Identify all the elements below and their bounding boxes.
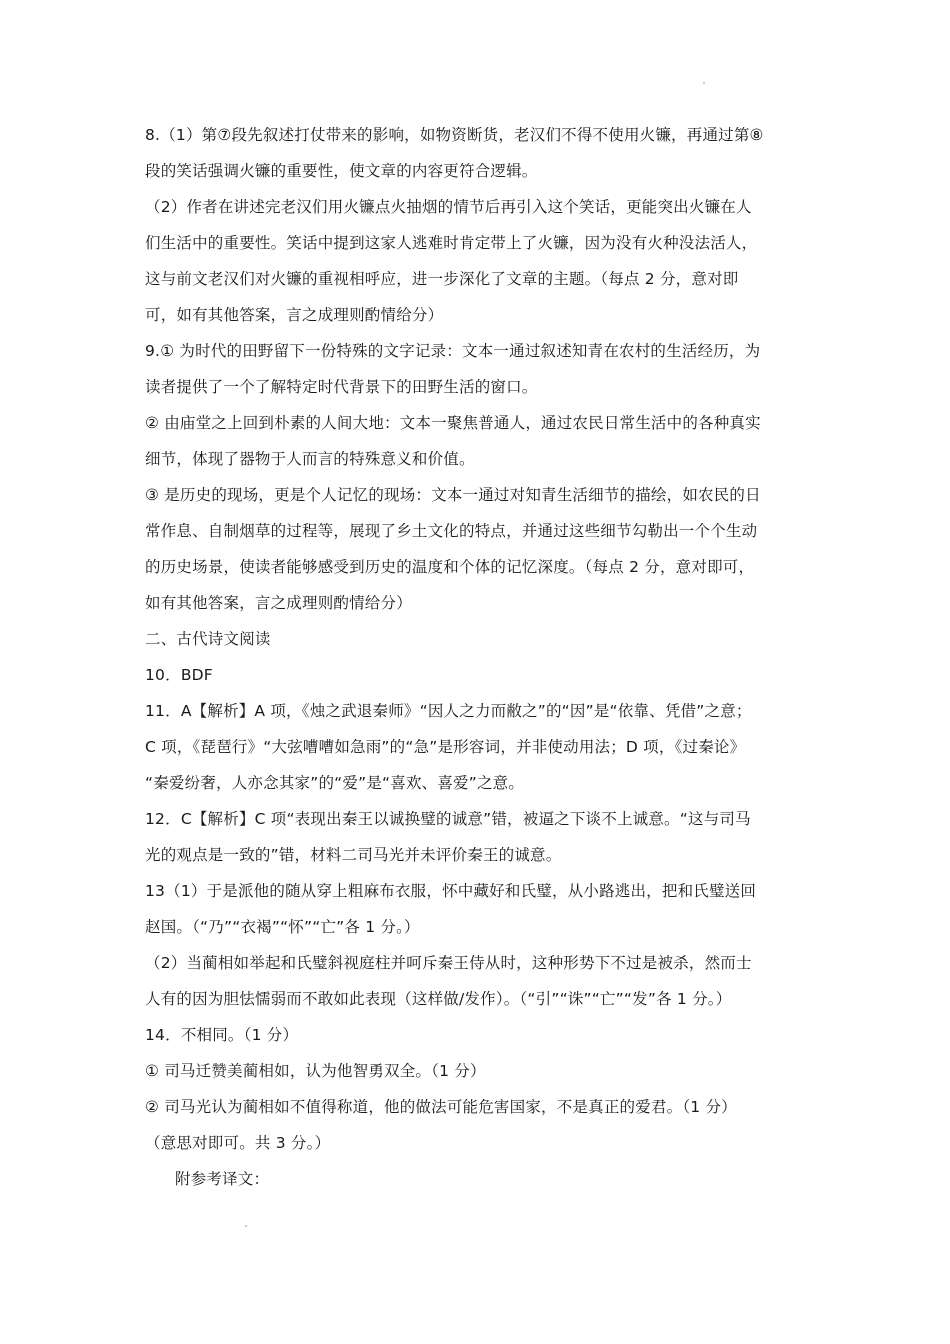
text-line: 赵国。（“乃”“衣褐”“怀”“亡”各 1 分。） [145,918,420,936]
text-line: 10．BDF [145,666,213,684]
text-line: 们生活中的重要性。笑话中提到这家人逃难时肯定带上了火镰，因为没有火种没法活人， [145,234,758,252]
text-line: 二、古代诗文阅读 [145,630,271,648]
text-line: 14．不相同。（1 分） [145,1026,299,1044]
text-line: “秦爱纷奢，人亦念其家”的“爱”是“喜欢、喜爱”之意。 [145,774,525,792]
text-line: 13（1）于是派他的随从穿上粗麻布衣服，怀中藏好和氏璧，从小路逃出，把和氏璧送回 [145,882,757,900]
text-line: 12．C【解析】C 项“表现出秦王以诚换璧的诚意”错，被逼之下谈不上诚意。“这与司马 [145,810,751,828]
text-line: （意思对即可。共 3 分。） [145,1134,331,1152]
text-line: 的历史场景，使读者能够感受到历史的温度和个体的记忆深度。（每点 2 分，意对即可， [145,558,755,576]
text-line: C 项，《琵琶行》“大弦嘈嘈如急雨”的“急”是形容词，并非使动用法；D 项，《过秦论》 [145,738,746,756]
scan-speck [703,82,705,84]
text-line: 段的笑话强调火镰的重要性，使文章的内容更符合逻辑。 [145,162,538,180]
text-line: 细节，体现了器物于人而言的特殊意义和价值。 [145,450,475,468]
text-line: 常作息、自制烟草的过程等，展现了乡土文化的特点，并通过这些细节勾勒出一个个生动 [145,522,758,540]
text-line: 可，如有其他答案，言之成理则酌情给分） [145,306,444,324]
text-line: 8.（1）第⑦段先叙述打仗带来的影响，如物资断货，老汉们不得不使用火镰，再通过第⑧ [145,126,764,144]
text-line: 读者提供了一个了解特定时代背景下的田野生活的窗口。 [145,378,538,396]
scan-speck [245,1225,247,1227]
text-line: （2）作者在讲述完老汉们用火镰点火抽烟的情节后再引入这个笑话，更能突出火镰在人 [145,198,752,216]
text-line: 9.① 为时代的田野留下一份特殊的文字记录：文本一通过叙述知青在农村的生活经历，为 [145,342,761,360]
text-line: ① 司马迁赞美蔺相如，认为他智勇双全。（1 分） [145,1062,486,1080]
text-line: 这与前文老汉们对火镰的重视相呼应，进一步深化了文章的主题。（每点 2 分，意对即 [145,270,739,288]
text-line: 如有其他答案，言之成理则酌情给分） [145,594,412,612]
reference-translation-label: 附参考译文： [175,1170,270,1188]
text-line: 人有的因为胆怯懦弱而不敢如此表现（这样做/发作）。（“引”“诛”“亡”“发”各 1 分。） [145,990,732,1008]
text-line: ② 司马光认为蔺相如不值得称道，他的做法可能危害国家，不是真正的爱君。（1 分） [145,1098,737,1116]
text-line: ③ 是历史的现场，更是个人记忆的现场：文本一通过对知青生活细节的描绘，如农民的日 [145,486,761,504]
text-line: 11．A【解析】A 项，《烛之武退秦师》“因人之力而敝之”的“因”是“依靠、凭借”之意； [145,702,752,720]
text-line: 光的观点是一致的”错，材料二司马光并未评价秦王的诚意。 [145,846,562,864]
text-line: （2）当蔺相如举起和氏璧斜视庭柱并呵斥秦王侍从时，这种形势下不过是被杀，然而士 [145,954,752,972]
text-line: ② 由庙堂之上回到朴素的人间大地：文本一聚焦普通人，通过农民日常生活中的各种真实 [145,414,761,432]
